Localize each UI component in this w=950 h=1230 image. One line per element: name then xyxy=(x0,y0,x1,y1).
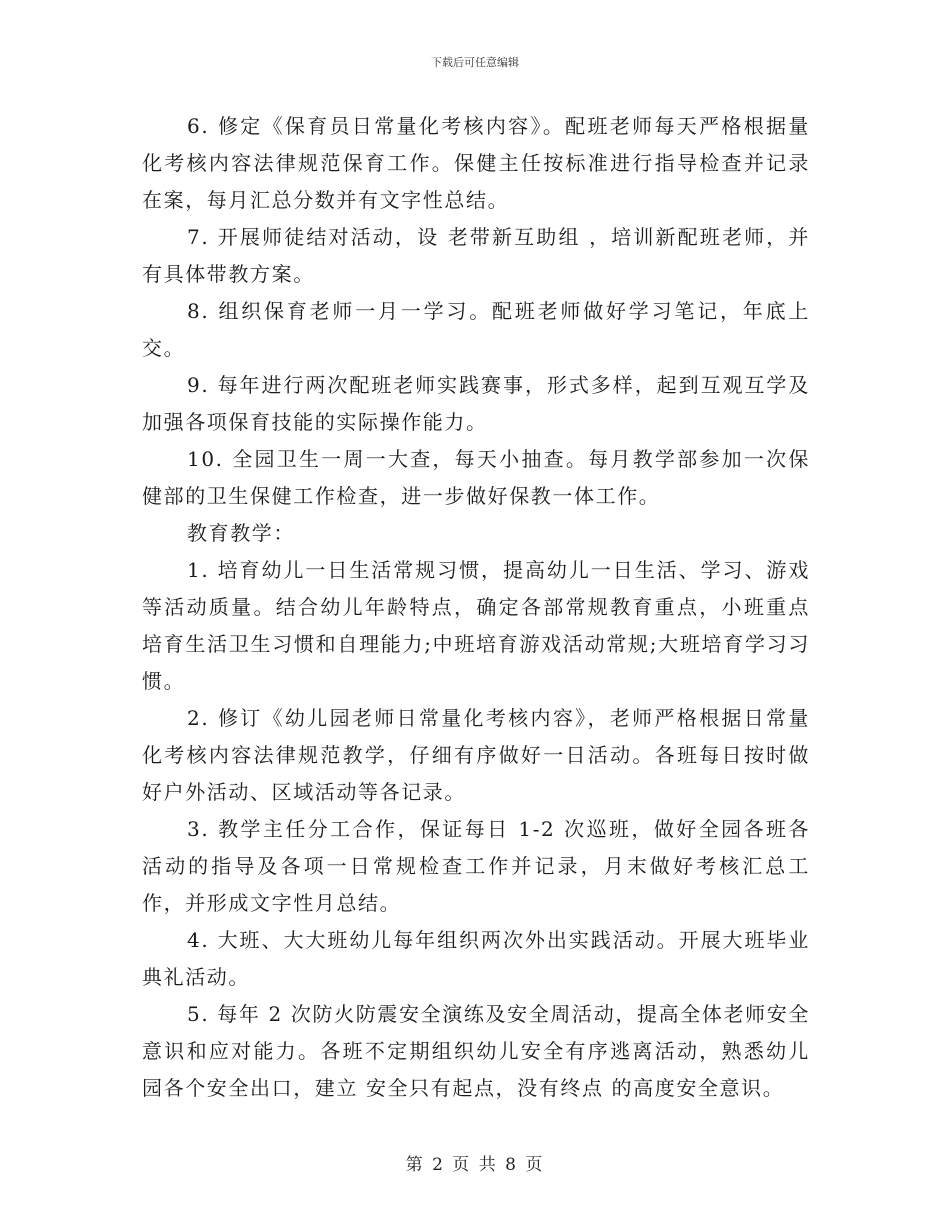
page-header: 下载后可任意编辑 xyxy=(431,56,519,69)
paragraph-edu-1: 1. 培育幼儿一日生活常规习惯，提高幼儿一日生活、学习、游戏等活动质量。结合幼儿年龄特点，确定各部常规教育重点，小班重点培育生活卫生习惯和自理能力;中班培育游戏活动常规;大班培育学习习惯。 xyxy=(142,558,810,693)
paragraph-item-10: 10. 全园卫生一周一大查，每天小抽查。每月教学部参加一次保健部的卫生保健工作检查，进一步做好保教一体工作。 xyxy=(142,447,810,508)
page-number-footer: 第 2 页 共 8 页 xyxy=(405,1155,545,1175)
section-heading-education: 教育教学： xyxy=(187,521,295,545)
paragraph-item-6: 6. 修定《保育员日常量化考核内容》。配班老师每天严格根据量化考核内容法律规范保育工作。保健主任按标准进行指导检查并记录在案，每月汇总分数并有文字性总结。 xyxy=(142,114,810,212)
paragraph-item-9: 9. 每年进行两次配班老师实践赛事，形式多样，起到互观互学及加强各项保育技能的实际操作能力。 xyxy=(142,373,810,434)
paragraph-edu-4: 4. 大班、大大班幼儿每年组织两次外出实践活动。开展大班毕业典礼活动。 xyxy=(142,928,810,989)
paragraph-item-8: 8. 组织保育老师一月一学习。配班老师做好学习笔记，年底上交。 xyxy=(142,299,810,360)
paragraph-edu-3: 3. 教学主任分工合作，保证每日 1-2 次巡班，做好全园各班各活动的指导及各项一日常规检查工作并记录，月末做好考核汇总工作，并形成文字性月总结。 xyxy=(142,817,810,915)
paragraph-item-7: 7. 开展师徒结对活动，设 老带新互助组 ，培训新配班老师，并有具体带教方案。 xyxy=(142,225,810,286)
paragraph-edu-5: 5. 每年 2 次防火防震安全演练及安全周活动，提高全体老师安全意识和应对能力。各班不定期组织幼儿安全有序逃离活动，熟悉幼儿园各个安全出口，建立 安全只有起点，没有终点 的高度安全意识。 xyxy=(142,1002,810,1100)
paragraph-edu-2: 2. 修订《幼儿园老师日常量化考核内容》，老师严格根据日常量化考核内容法律规范教学，仔细有序做好一日活动。各班每日按时做好户外活动、区域活动等各记录。 xyxy=(142,706,810,804)
document-body xyxy=(142,108,810,1107)
